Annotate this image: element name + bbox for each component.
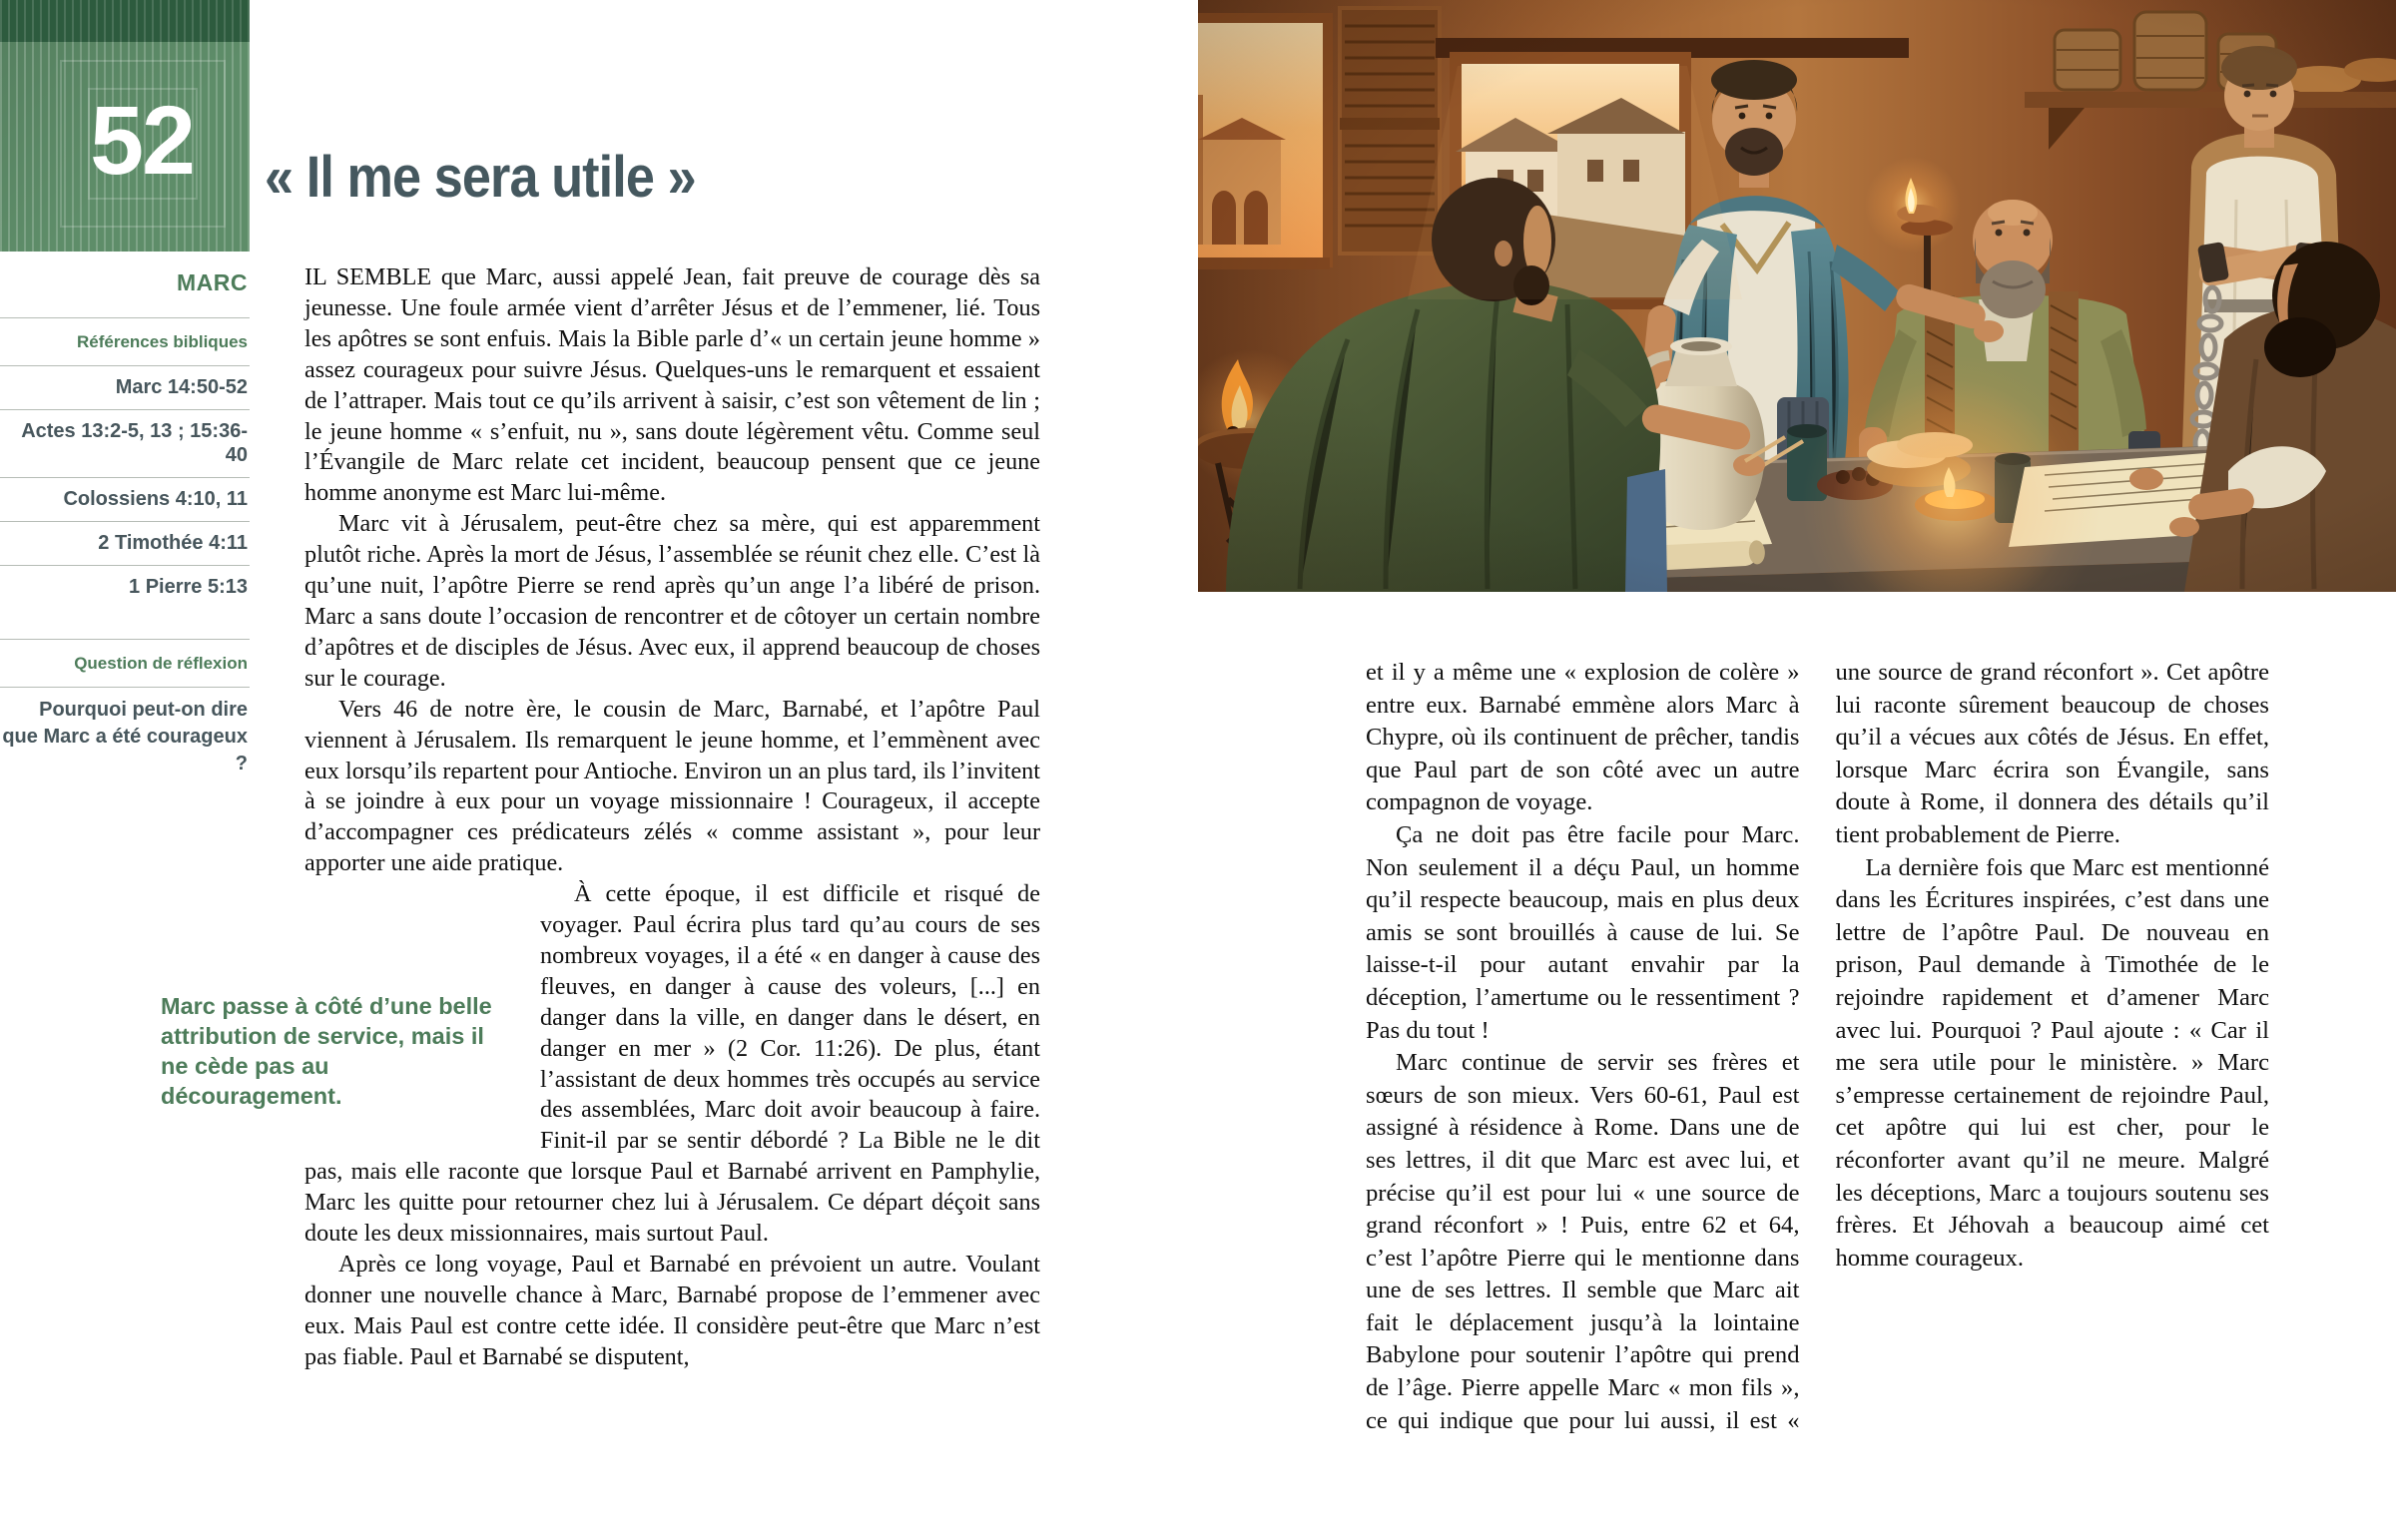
paragraph: Marc continue de servir ses frères et sœurs de son mieux. Vers 60-61, Paul est assigné à résidence à Rome. Dans une de ses lettres, il dit que Marc est avec lui, et précise qu’il est pour lui « une source de grand réconfort » ! Puis, entre 62 et 64, c’est l’apôtre Pierre qui le mentionne dans une de ses lettres. Il semble que Marc ait fait le déplacement jusqu’à la lointaine Babylone pour soutenir l’apôtre qui prend de l’âge. Pierre appelle Marc « mon fils », ce qui indique que pour lui aussi, il est « une source de grand réconfort ». Cet apôtre lui raconte sûrement beaucoup de choses qu’il a vécues aux côtés de Jésus. En effet, lorsque Marc écrira son Évangile, sans doute à Rome, il donnera des détails qu’il tient probablement de Pierre. [1366,659,2269,1434]
sidebar-reference: Marc 14:50-52 [0,365,250,409]
sidebar [0,317,250,787]
sidebar-reference: 1 Pierre 5:13 [0,565,250,609]
sidebar-reference: 2 Timothée 4:11 [0,521,250,565]
chapter-badge [0,0,250,252]
paragraph: et il y a même une « explosion de colère » entre eux. Barnabé emmène alors Marc à Chypre, où ils continuent de prêcher, tandis que Paul part de son côté avec un autre compagnon de voyage. [1366,659,1800,816]
sidebar-reference: Colossiens 4:10, 11 [0,477,250,521]
paragraph: Vers 46 de notre ère, le cousin de Marc, Barnabé, et l’apôtre Paul viennent à Jérusalem. Ils remarquent le jeune homme, et l’emmènent avec eux lorsqu’ils repartent pour Antioche. Environ un an plus tard, ils l’invitent à se joindre à eux pour un voyage missionnaire ! Courageux, il accepte d’accompagner ces prédicateurs zélés « comme assistant », pour leur apporter une aide pratique. [304,695,1040,877]
page-title: « Il me sera utile » [265,145,696,210]
paragraph: Ça ne doit pas être facile pour Marc. Non seulement il a déçu Paul, un homme qu’il respecte beaucoup, mais en plus deux amis se sont brouillés à cause de lui. Se laisse-t-il pour autant envahir par la déception, l’amertume ou le ressentiment ? Pas du tout ! [1366,820,1800,1044]
paragraph: IL SEMBLE que Marc, aussi appelé Jean, fait preuve de courage dès sa jeunesse. Une foule armée vient d’arrêter Jésus et de l’emmener, lié. Tous les apôtres se sont enfuis. Mais la Bible parle d’« un certain jeune homme » assez courageux pour suivre Jésus. Quelques-uns le remarquent et essaient de l’attraper. Mais tout ce qu’ils arrivent à saisir, c’est son vêtement de lin ; le jeune homme « s’enfuit, nu », sans doute légèrement vêtu. Comme seul l’Évangile de Marc relate cet incident, beaucoup pensent que ce jeune homme anonyme est Marc lui-même. [304,263,1040,507]
illustration-canvas [1198,0,2396,592]
book-label: MARC [177,269,248,295]
paragraph: La dernière fois que Marc est mentionné dans les Écritures inspirées, c’est dans une lettre de l’apôtre Paul. De nouveau en prison, Paul demande à Timothée de le rejoindre rapidement et d’amener Marc avec lui. Pourquoi ? Paul ajoute : « Car il me sera utile pour le ministère. » Marc s’empresse certainement de rejoindre Paul, cet apôtre qui lui est cher, pour le réconforter avant qu’il ne meure. Malgré les déceptions, Marc a toujours soutenu ses frères. Et Jéhovah a beaucoup aimé cet homme courageux. [1835,853,2269,1272]
chapter-illustration [1198,0,2396,592]
badge-top-band [0,0,250,42]
paragraph: À cette époque, il est difficile et risqué de voyager. Paul écrira plus tard qu’au cours de ses nombreux voyages, il a été « en danger à cause des fleuves, en danger à cause des voleurs, [...] en danger dans la ville, en danger dans le désert, en danger en mer » (2 Cor. 11:26). De plus, étant l’assistant de deux hommes très occupés au service des assemblées, Marc doit avoir beaucoup à faire. Finit-il par se sentir débordé ? La Bible ne le dit pas, mais elle raconte que lorsque Paul et Barnabé arrivent en Pamphylie, Marc les quitte pour retourner chez lui à Jérusalem. Ce départ déçoit sans doute les deux missionnaires, mais surtout Paul. [304,880,1040,1248]
pull-quote: Marc passe à côté d’une belle attribution de service, mais il ne cède pas au découragement. [161,993,492,1110]
sidebar-reference: Actes 13:2-5, 13 ; 15:36-40 [0,409,250,477]
chapter-number: 52 [90,86,194,195]
sidebar-question: Pourquoi peut-on dire que Marc a été courageux ? [0,687,250,787]
article-columns [1366,657,2269,1443]
paragraph: Après ce long voyage, Paul et Barnabé en prévoient un autre. Voulant donner une nouvelle chance à Marc, Barnabé propose de l’emmener avec eux. Mais Paul est contre cette idée. Il considère peut-être que Marc n’est pas fiable. Paul et Barnabé se disputent, [304,1251,1040,1370]
sidebar-question-label: Question de réflexion [0,639,250,687]
sidebar-references-label: Références bibliques [0,317,250,365]
vignette [1198,0,2396,592]
paragraph: Marc vit à Jérusalem, peut-être chez sa mère, qui est apparemment plutôt riche. Après la mort de Jésus, l’assemblée se réunit chez elle. C’est là qu’une nuit, l’apôtre Pierre se rend après qu’un ange l’a libéré de prison. Marc a sans doute l’occasion de rencontrer et de côtoyer un certain nombre d’apôtres et de disciples de Jésus. Avec eux, il apprend beaucoup de choses sur le courage. [304,510,1040,692]
